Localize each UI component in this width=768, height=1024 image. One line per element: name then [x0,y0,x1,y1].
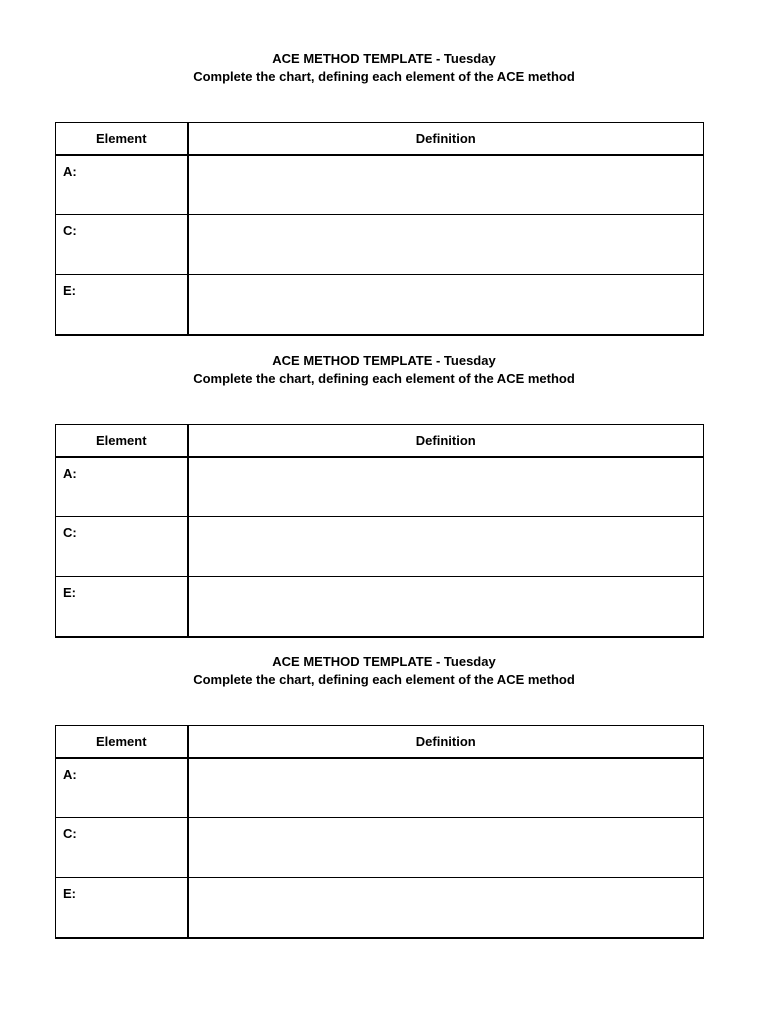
definition-cell[interactable] [188,215,704,275]
element-cell: C: [56,517,188,577]
definition-cell[interactable] [188,577,704,637]
column-header-element: Element [56,726,188,758]
table-row [56,155,704,215]
definition-cell[interactable] [188,155,704,215]
column-header-element: Element [56,123,188,155]
template-title: ACE METHOD TEMPLATE - Tuesday [272,51,496,66]
template-heading [0,352,768,388]
element-cell: E: [56,275,188,335]
definition-cell[interactable] [188,758,704,818]
table-header-row [56,425,704,457]
element-cell: E: [56,577,188,637]
table-row [56,818,704,878]
table-row [56,758,704,818]
definition-cell[interactable] [188,878,704,938]
template-heading [0,50,768,86]
element-cell: E: [56,878,188,938]
template-title: ACE METHOD TEMPLATE - Tuesday [272,353,496,368]
template-instruction: Complete the chart, defining each element of the ACE method [193,69,575,84]
table-row [56,275,704,335]
template-title: ACE METHOD TEMPLATE - Tuesday [272,654,496,669]
column-header-definition: Definition [188,726,704,758]
definition-cell[interactable] [188,275,704,335]
element-cell: A: [56,457,188,517]
table-row [56,517,704,577]
template-heading [0,653,768,689]
table-row [56,215,704,275]
ace-table [55,424,704,638]
column-header-definition: Definition [188,123,704,155]
table-header-row [56,726,704,758]
table-row [56,577,704,637]
column-header-element: Element [56,425,188,457]
element-cell: C: [56,215,188,275]
ace-table [55,725,704,939]
definition-cell[interactable] [188,517,704,577]
definition-cell[interactable] [188,457,704,517]
definition-cell[interactable] [188,818,704,878]
template-instruction: Complete the chart, defining each element of the ACE method [193,371,575,386]
element-cell: C: [56,818,188,878]
column-header-definition: Definition [188,425,704,457]
table-row [56,457,704,517]
table-header-row [56,123,704,155]
element-cell: A: [56,155,188,215]
table-row [56,878,704,938]
element-cell: A: [56,758,188,818]
template-instruction: Complete the chart, defining each element of the ACE method [193,672,575,687]
ace-table [55,122,704,336]
